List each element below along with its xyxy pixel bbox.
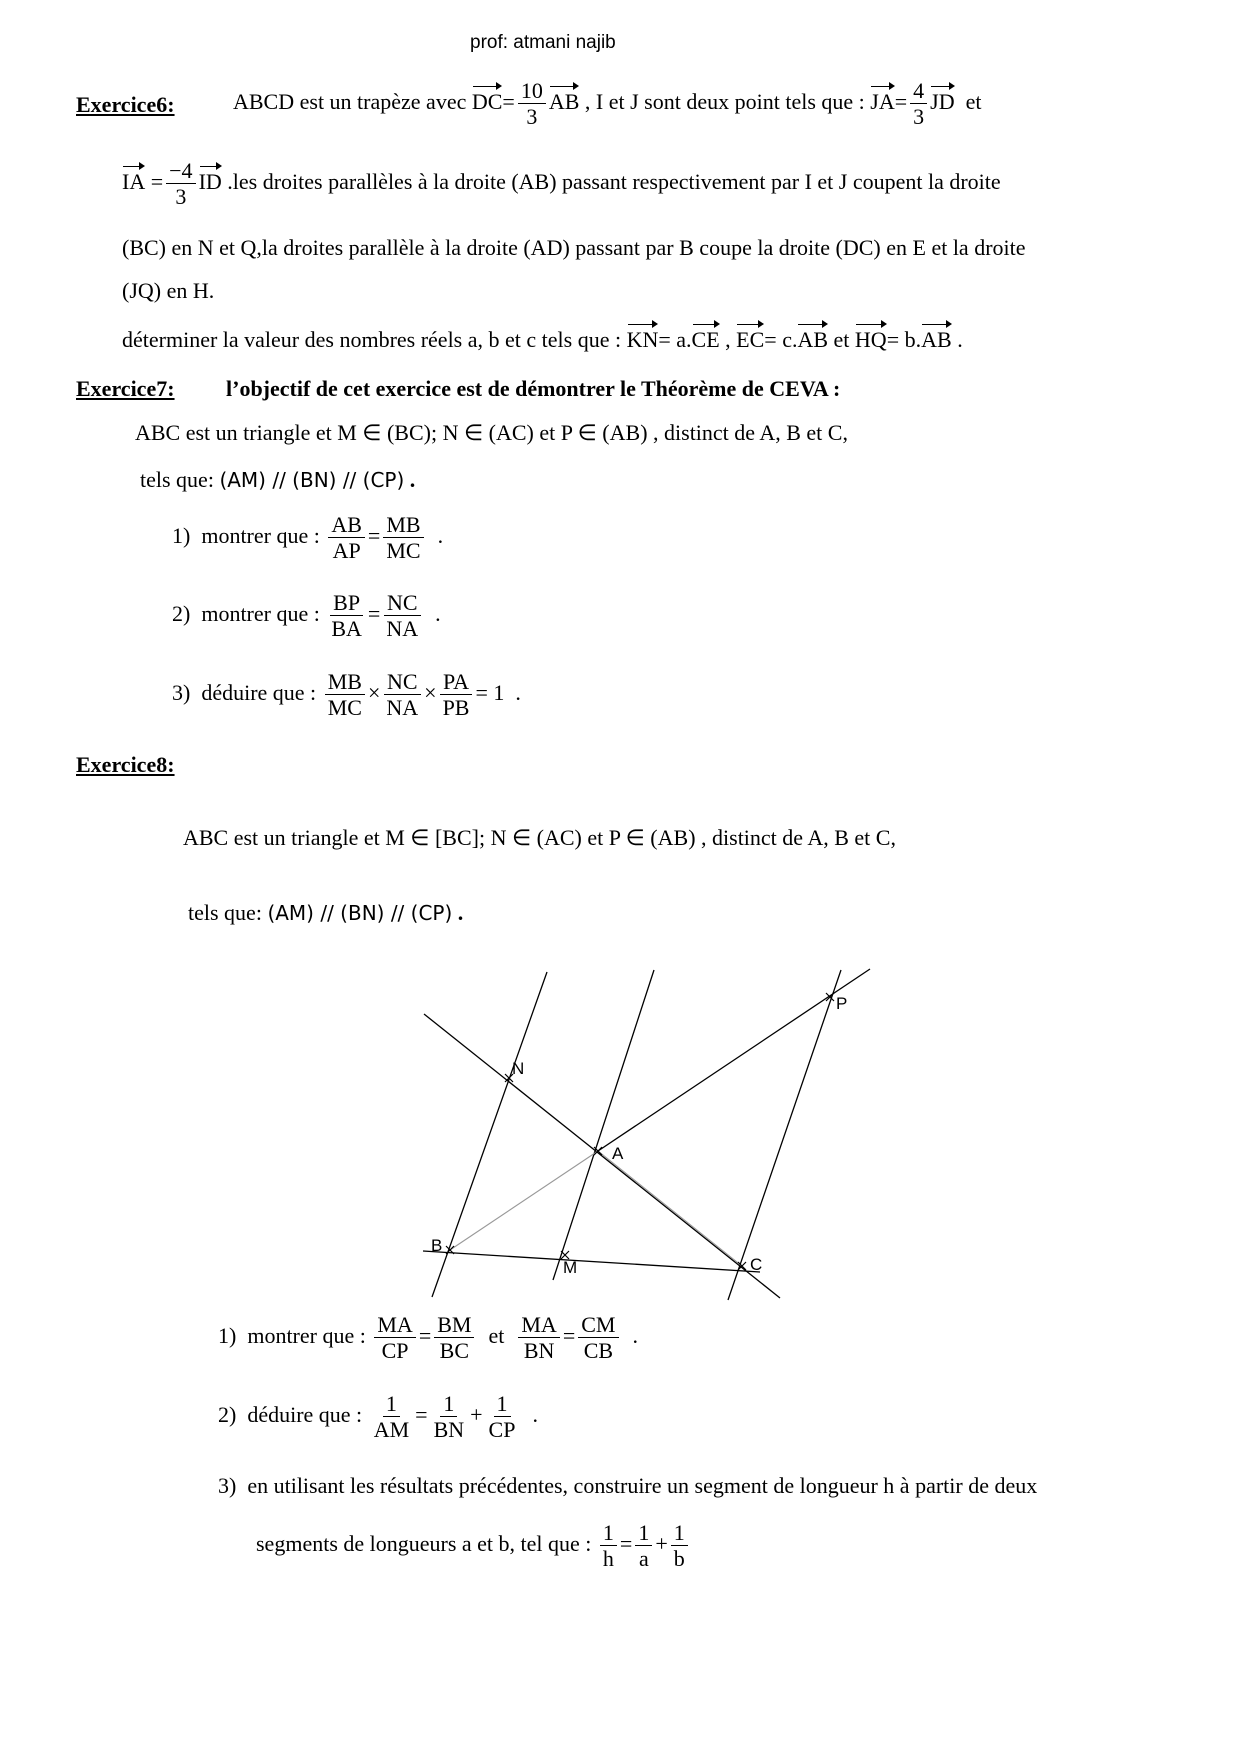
line-AC <box>424 1014 780 1298</box>
label-A: A <box>612 1144 624 1163</box>
ex7-line1: ABC est un triangle et M ∈ (BC); N ∈ (AC) et P ∈ (AB) , distinct de A, B et C, <box>135 420 848 445</box>
ex6-line4: (JQ) en H. <box>122 278 215 303</box>
label-M: M <box>563 1258 578 1277</box>
ex7-q3: 3) déduire que : $\frac{MB}{MC}$ × $\frac{NC}{NA}$ × $\frac{PA}{PB}$ = 1 . <box>172 669 521 721</box>
ex8-title: Exercice8: <box>76 752 175 777</box>
ex6-line2: IA = $\frac{-4}{3}$ ID .les droites parallèles à la droite (AB) passant respectivement par I et J coupent la droite <box>122 158 1001 210</box>
segment-BA <box>450 1151 598 1250</box>
ex6-line3: (BC) en N et Q,la droites parallèle à la droite (AD) passant par B coupe la droite (DC) en E et la droite <box>122 235 1026 260</box>
line-CP <box>728 970 841 1300</box>
ex6-line1: ABCD est un trapèze avec DC= $\frac{10}{3}$ AB , I et J sont deux point tels que : JA= $\frac{4}{3}$ JD et <box>233 78 982 130</box>
segment-AC-inner <box>598 1151 742 1266</box>
line-AM <box>553 970 654 1280</box>
ex8-q2: 2) déduire que : $\frac{1}{AM}$ = $\frac{1}{BN}$ + $\frac{1}{CP}$ . <box>218 1391 538 1443</box>
ex6-line5: déterminer la valeur des nombres réels a, b et c tels que : KN= a.CE , EC= c.AB et HQ= b.AB . <box>122 322 963 353</box>
ex8-line1: ABC est un triangle et M ∈ [BC]; N ∈ (AC) et P ∈ (AB) , distinct de A, B et C, <box>183 825 896 850</box>
ex7-line2: tels que: (AM) // (BN) // (CP) . <box>140 467 416 492</box>
ex7-q2: 2) montrer que : $\frac{BP}{BA}$ = $\frac{NC}{NA}$ . <box>172 590 441 642</box>
ex7-heading: l’objectif de cet exercice est de démontrer le Théorème de CEVA : <box>226 376 841 401</box>
ex7-title: Exercice7: <box>76 376 175 401</box>
ex8-q3: 3) en utilisant les résultats précédentes, construire un segment de longueur h à partir de deux <box>218 1473 1038 1498</box>
ex6-title: Exercice6: <box>76 92 175 117</box>
segment-BC <box>423 1251 763 1274</box>
ex8-q3-line2: segments de longueurs a et b, tel que : $\frac{1}{h}$ = $\frac{1}{a}$ + $\frac{1}{b}$ <box>256 1520 691 1572</box>
label-N: N <box>512 1059 525 1078</box>
ex8-q1: 1) montrer que : $\frac{MA}{CP}$ = $\frac{BM}{BC}$ et $\frac{MA}{BN}$ = $\frac{CM}{CB}$ . <box>218 1312 638 1364</box>
ex8-line2: tels que: (AM) // (BN) // (CP) . <box>188 900 464 925</box>
ex7-q1: 1) montrer que : $\frac{AB}{AP}$ = $\frac{MB}{MC}$ . <box>172 512 444 564</box>
author-header: prof: atmani najib <box>470 32 616 53</box>
label-C: C <box>750 1255 763 1274</box>
label-P: P <box>836 994 848 1013</box>
label-B: B <box>431 1236 443 1255</box>
line-BN <box>432 972 547 1297</box>
